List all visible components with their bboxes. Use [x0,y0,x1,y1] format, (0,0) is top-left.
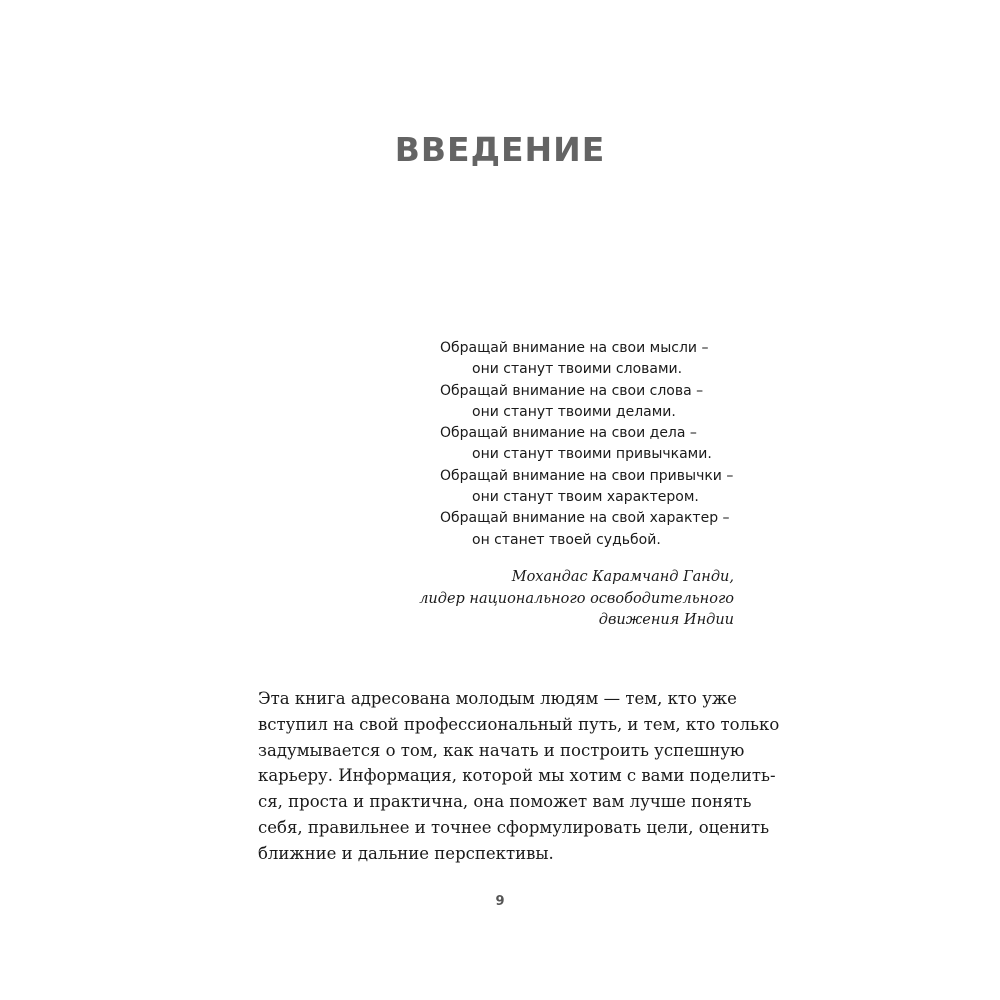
paragraph-line: карьеру. Информация, которой мы хотим с вами поделить- [258,766,776,786]
epigraph-line: Обращай внимание на свои дела – [440,425,697,442]
chapter-title: ВВЕДЕНИЕ [394,130,606,169]
body-paragraph [258,686,780,867]
page-number: 9 [495,894,505,909]
paragraph-line: себя, правильнее и точнее сформулировать цели, оценить [258,817,770,837]
attribution-line: лидер национального освободительного [419,590,734,607]
paragraph-line: ближние и дальние перспективы. [258,843,554,863]
epigraph-line: он станет твоей судьбой. [472,531,661,548]
paragraph-line: задумывается о том, как начать и построить успешную [258,740,745,760]
epigraph-line: Обращай внимание на свой характер – [440,510,730,527]
paragraph-line: Эта книга адресована молодым людям — тем, кто уже [258,689,737,708]
attribution-line: движения Индии [598,612,734,628]
paragraph-line: ся, проста и практична, она поможет вам лучше понять [258,792,752,812]
paragraph-line: вступил на свой профессиональный путь, и тем, кто только [258,714,780,734]
epigraph-line: они станут твоим характером. [472,489,699,506]
epigraph-line: они станут твоими словами. [472,361,683,378]
epigraph [380,338,780,551]
epigraph-line: они станут твоими привычками. [472,446,712,463]
epigraph-line: Обращай внимание на свои привычки – [440,467,734,484]
epigraph-line: они станут твоими делами. [472,403,676,420]
epigraph-attribution [380,567,734,632]
attribution-author: Мохандас Карамчанд Ганди, [511,569,734,585]
epigraph-line: Обращай внимание на свои слова – [440,382,704,399]
epigraph-line: Обращай внимание на свои мысли – [440,340,709,356]
